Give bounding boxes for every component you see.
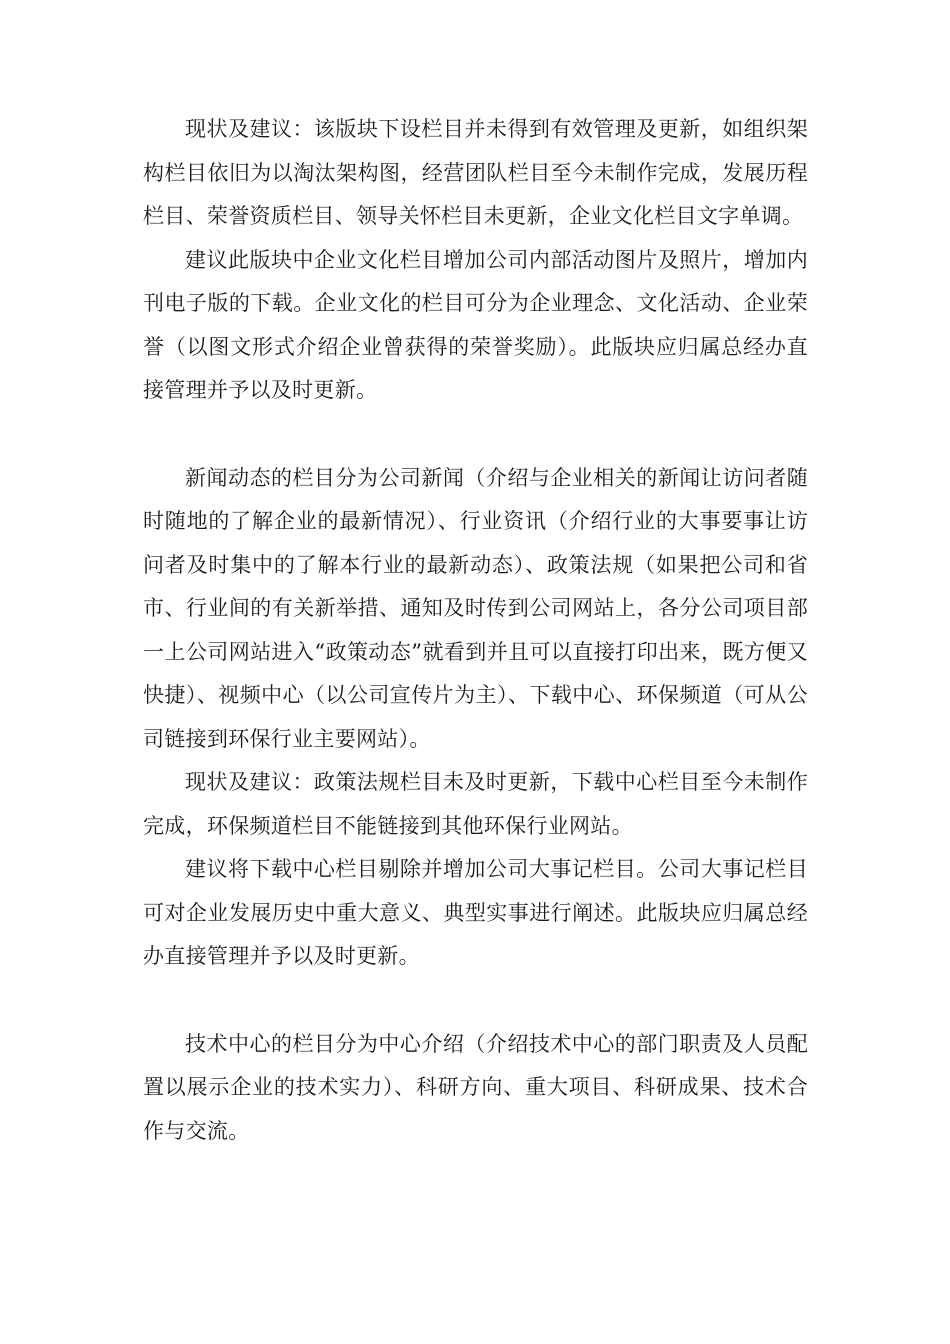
paragraph-suggestion-corporate-culture: 建议此版块中企业文化栏目增加公司内部活动图片及照片，增加内刊电子版的下载。企业文化的栏目可分为企业理念、文化活动、企业荣誉（以图文形式介绍企业曾获得的荣誉奖励）。此版块应归属总经办直接管理并予以及时更新。 — [143, 247, 808, 402]
section-gap — [143, 979, 808, 1023]
paragraph-tech-center-columns: 技术中心的栏目分为中心介绍（介绍技术中心的部门职责及人员配置以展示企业的技术实力）、科研方向、重大项目、科研成果、技术合作与交流。 — [143, 1031, 808, 1143]
section-gap — [143, 413, 808, 457]
paragraph-suggestion-milestones: 建议将下载中心栏目剔除并增加公司大事记栏目。公司大事记栏目可对企业发展历史中重大意义、典型实事进行阐述。此版块应归属总经办直接管理并予以及时更新。 — [143, 857, 808, 968]
document-body — [143, 108, 808, 1153]
paragraph-status-news-section: 现状及建议：政策法规栏目未及时更新，下载中心栏目至今未制作完成，环保频道栏目不能链接到其他环保行业网站。 — [143, 770, 808, 838]
paragraph-news-columns: 新闻动态的栏目分为公司新闻（介绍与企业相关的新闻让访问者随时随地的了解企业的最新情况）、行业资讯（介绍行业的大事要事让访问者及时集中的了解本行业的最新动态）、政策法规（如果把公司和省市、行业间的有关新举措、通知及时传到公司网站上，各分公司项目部一上公司网站进入“政策动态”就看到并且可以直接打印出来，既方便又快捷）、视频中心（以公司宣传片为主）、下载中心、环保频道（可从公司链接到环保行业主要网站）。 — [143, 465, 808, 751]
paragraph-status-company-section: 现状及建议：该版块下设栏目并未得到有效管理及更新，如组织架构栏目依旧为以淘汰架构图，经营团队栏目至今未制作完成，发展历程栏目、荣誉资质栏目、领导关怀栏目未更新，企业文化栏目文字单调。 — [143, 117, 808, 228]
